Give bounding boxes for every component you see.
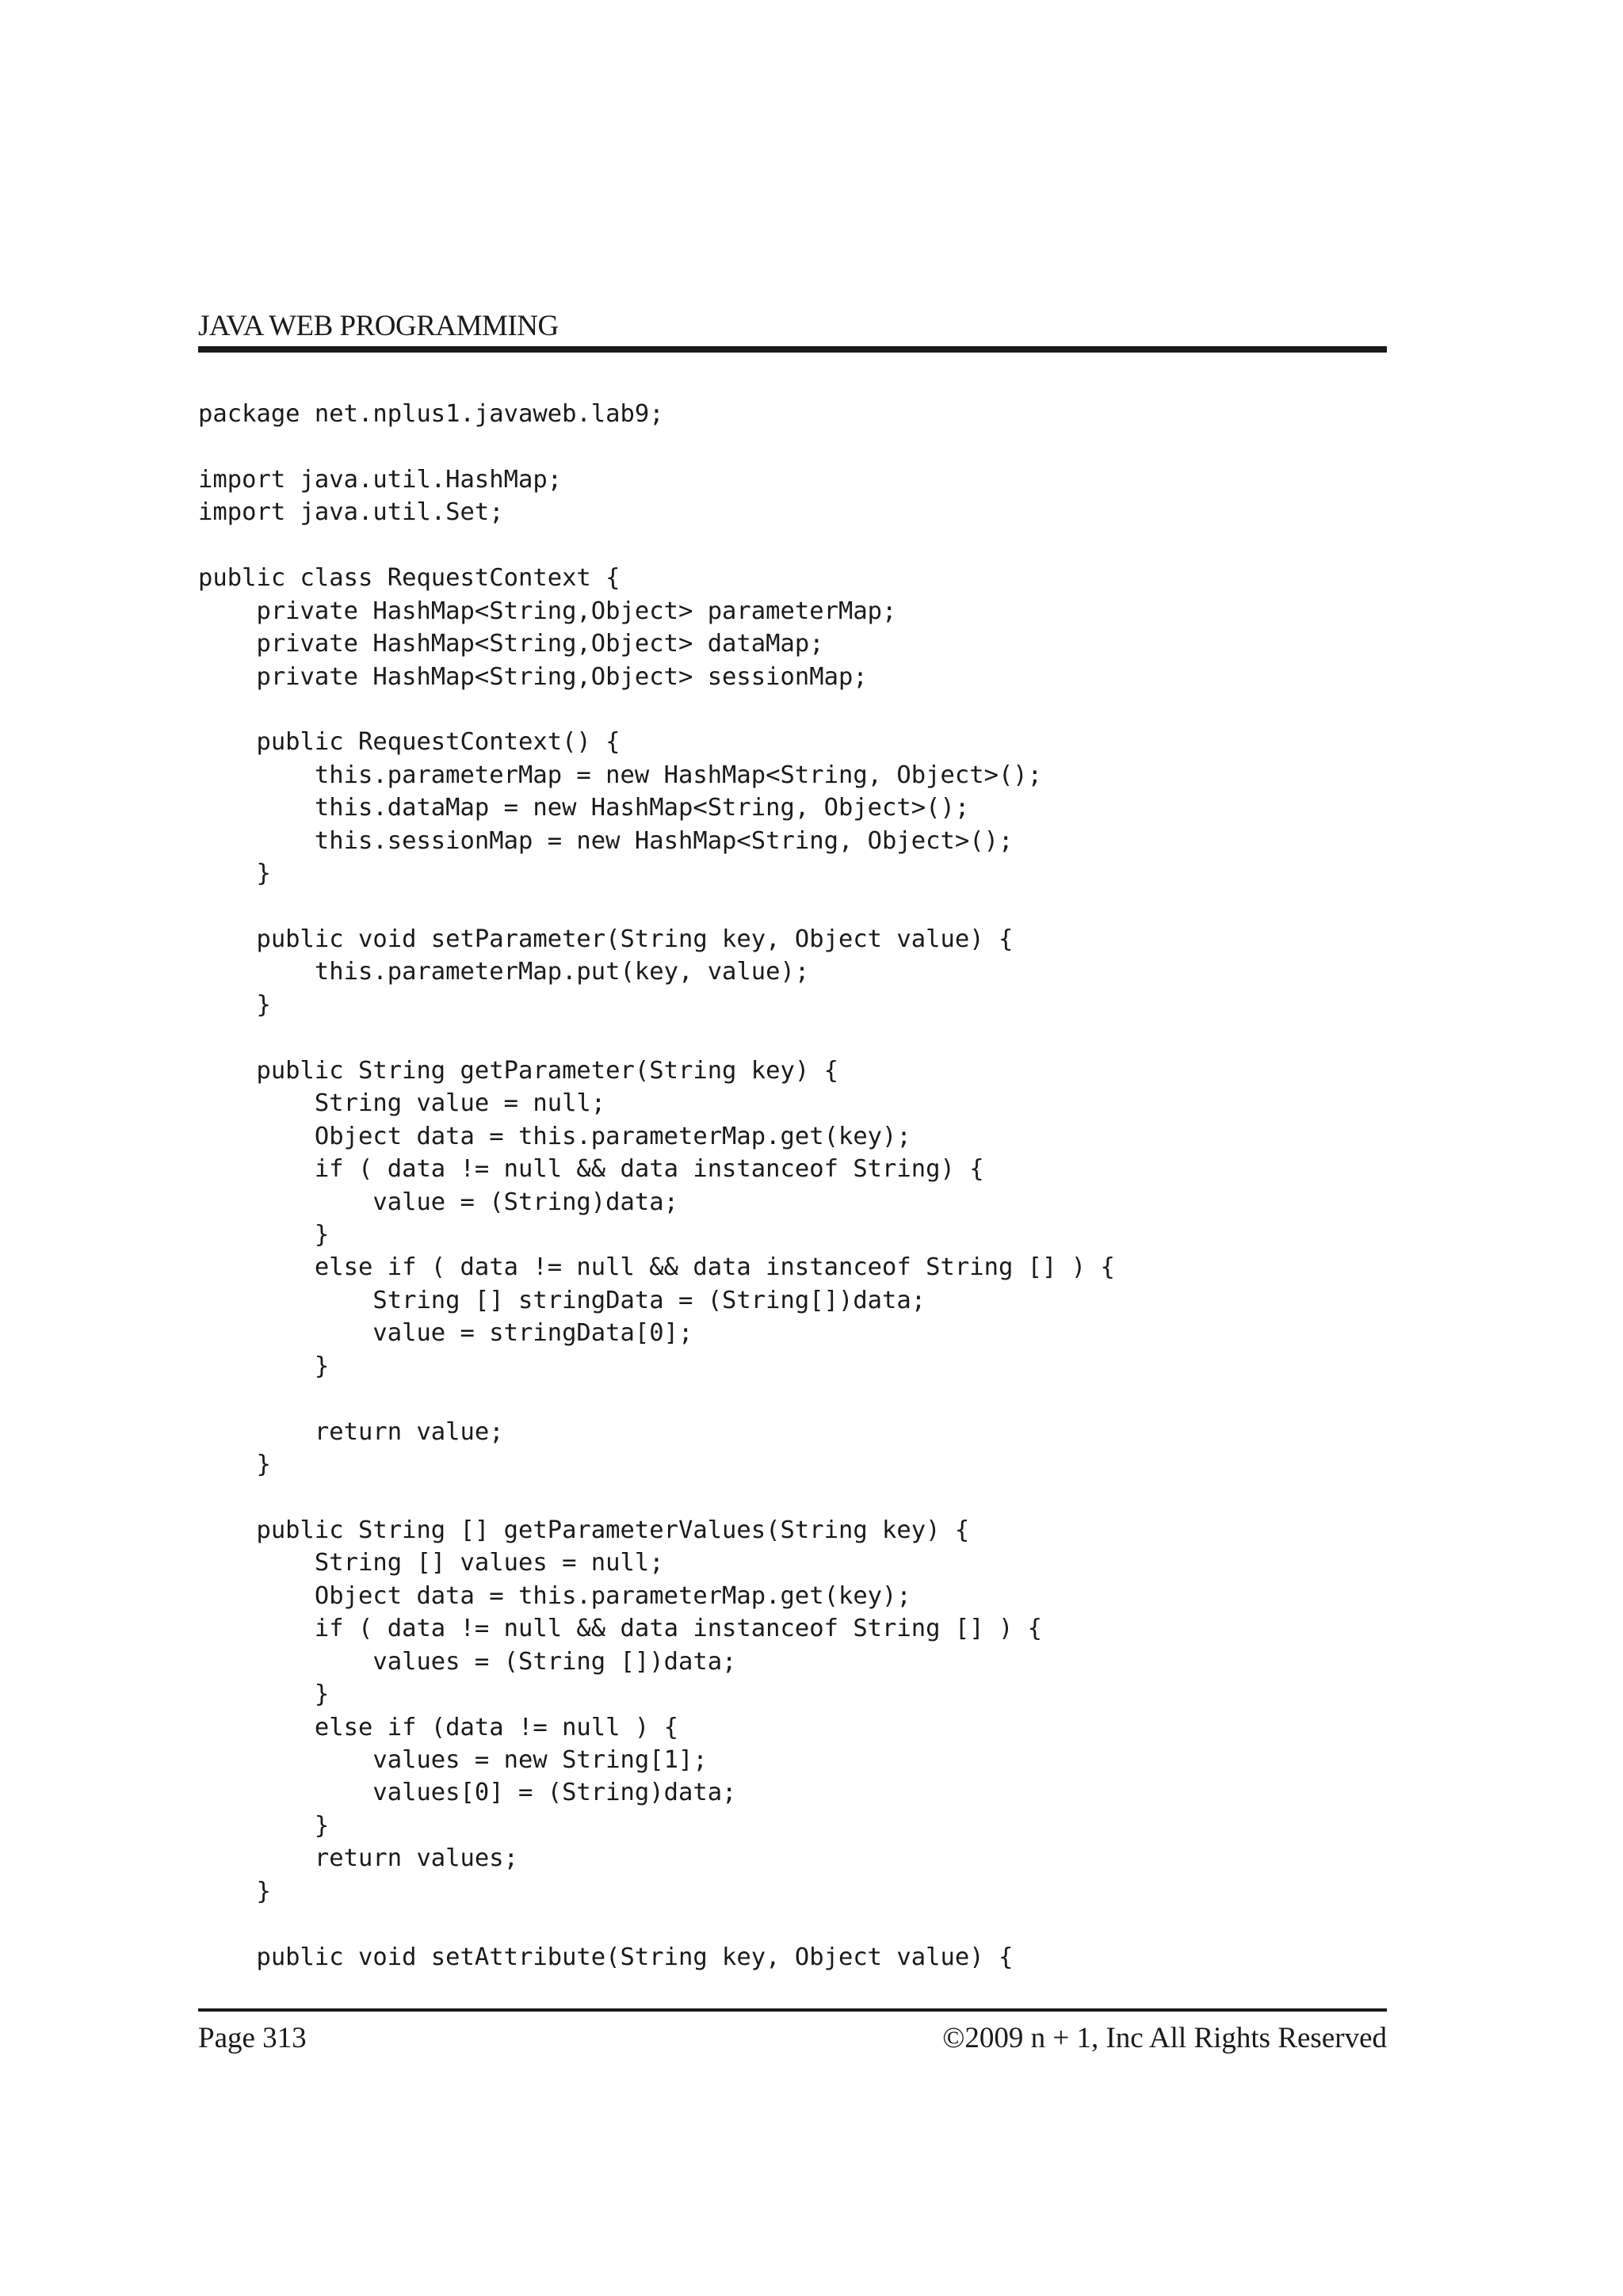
code-line: Object data = this.parameterMap.get(key); (198, 1581, 911, 1610)
code-line: Object data = this.parameterMap.get(key); (198, 1122, 911, 1150)
code-line: values[0] = (String)data; (198, 1779, 737, 1807)
header-rule (198, 346, 1387, 353)
code-line: values = new String[1]; (198, 1745, 708, 1774)
code-line: String value = null; (198, 1089, 606, 1118)
code-line (198, 1908, 1387, 1940)
code-line: private HashMap<String,Object> parameterMap; (198, 597, 897, 625)
code-line: } (198, 990, 271, 1019)
code-line (198, 1021, 1387, 1054)
code-line: package net.nplus1.javaweb.lab9; (198, 400, 664, 428)
code-line (198, 430, 1387, 463)
code-line (198, 1481, 1387, 1513)
code-line: this.parameterMap = new HashMap<String, Object>(); (198, 761, 1043, 789)
page-number: Page 313 (198, 2022, 307, 2054)
code-line: else if ( data != null && data instanceof String [] ) { (198, 1253, 1115, 1282)
code-line: values = (String [])data; (198, 1647, 737, 1676)
code-line: value = (String)data; (198, 1188, 678, 1216)
code-line: return value; (198, 1417, 504, 1446)
code-line: if ( data != null && data instanceof String) { (198, 1155, 984, 1184)
code-line: if ( data != null && data instanceof String [] ) { (198, 1615, 1043, 1643)
code-line (198, 529, 1387, 562)
code-line: } (198, 1877, 271, 1905)
code-line: } (198, 1352, 330, 1380)
code-line (198, 891, 1387, 923)
code-line (198, 693, 1387, 726)
code-line: public String getParameter(String key) { (198, 1056, 838, 1085)
running-header: JAVA WEB PROGRAMMING (198, 310, 559, 342)
code-line: private HashMap<String,Object> sessionMap; (198, 662, 868, 691)
code-line: this.parameterMap.put(key, value); (198, 958, 810, 986)
code-line (198, 1383, 1387, 1415)
code-line: } (198, 1811, 330, 1840)
code-line: } (198, 1451, 271, 1478)
code-listing (198, 398, 1387, 1974)
code-line: private HashMap<String,Object> dataMap; (198, 630, 824, 658)
code-line: public void setAttribute(String key, Object value) { (198, 1943, 1014, 1971)
code-line: public String [] getParameterValues(String key) { (198, 1516, 970, 1544)
code-line: else if (data != null ) { (198, 1713, 678, 1741)
code-line: value = stringData[0]; (198, 1319, 693, 1348)
code-line: } (198, 860, 271, 888)
code-line: public RequestContext() { (198, 728, 621, 757)
copyright-notice: ©2009 n + 1, Inc All Rights Reserved (942, 2022, 1387, 2054)
code-line: this.dataMap = new HashMap<String, Object>(); (198, 794, 970, 822)
code-line: } (198, 1680, 330, 1709)
code-line: } (198, 1220, 330, 1249)
footer-rule (198, 2008, 1387, 2012)
code-line: return values; (198, 1844, 518, 1873)
code-line: import java.util.Set; (198, 498, 504, 527)
code-line: String [] values = null; (198, 1549, 664, 1577)
code-line: this.sessionMap = new HashMap<String, Object>(); (198, 826, 1014, 855)
code-line: public class RequestContext { (198, 564, 621, 593)
code-line: import java.util.HashMap; (198, 465, 563, 494)
code-line: public void setParameter(String key, Object value) { (198, 925, 1014, 953)
code-line: String [] stringData = (String[])data; (198, 1286, 926, 1314)
